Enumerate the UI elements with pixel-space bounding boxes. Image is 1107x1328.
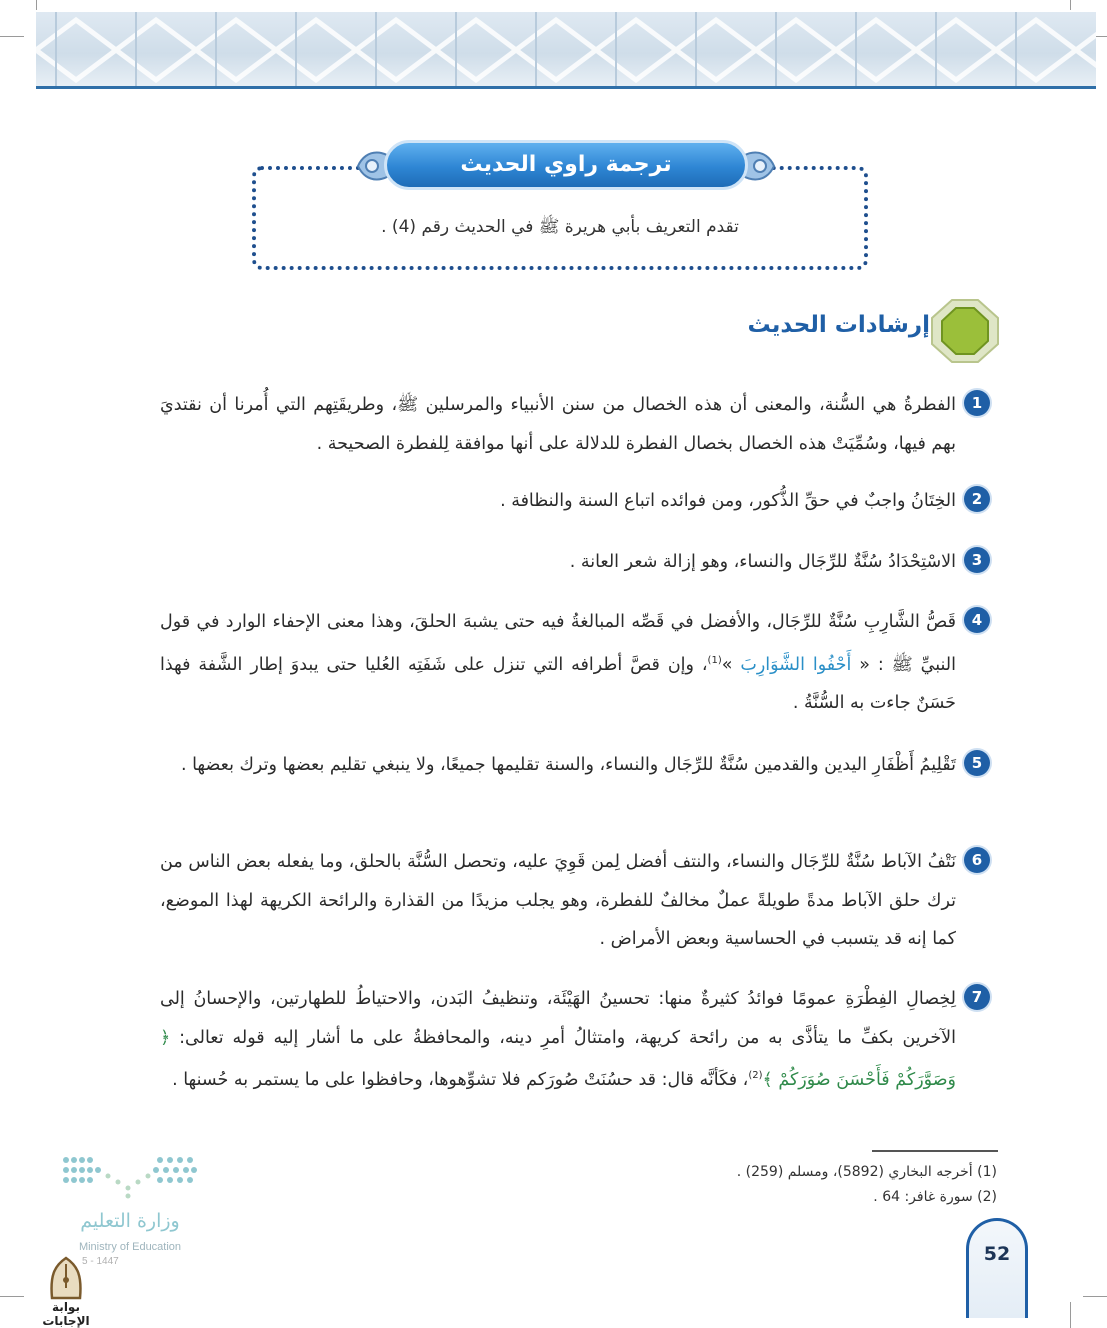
crop-mark xyxy=(1083,1296,1107,1297)
item-number-badge: 6 xyxy=(964,847,990,873)
item-text-part: ، وإن قصَّ أطرافه التي تنزل على شَفَتِه العُليا حتى يبدوَ إطار الشَّفة فهذا حَسَنٌ جاءت به السُّنَّةُ . xyxy=(160,654,956,713)
crop-mark xyxy=(1070,1302,1071,1328)
footnote: (2) سورة غافر: 64 . xyxy=(873,1189,997,1205)
green-octagon-icon xyxy=(930,298,1000,364)
item-text xyxy=(160,980,956,1099)
section-header xyxy=(740,298,1000,364)
ministry-dots-icon xyxy=(60,1154,200,1204)
header-banner xyxy=(36,12,1096,88)
ministry-name-ar: وزارة التعليم xyxy=(80,1210,180,1232)
list-item xyxy=(160,746,990,785)
item-text-part: قَصُّ الشَّارِبِ سُنَّةٌ للرِّجَال، والأفضل في قَصِّه المبالغةُ فيه حتى يشبهَ الحلقَ، وهذا معنى الإحفاء الوارد في قول النبيِّ ﷺ : « xyxy=(160,612,956,675)
item-text xyxy=(160,603,956,722)
footnote: (1) أخرجه البخاري (5892)، ومسلم (259) . xyxy=(736,1164,997,1180)
item-number-badge: 7 xyxy=(964,984,990,1010)
list-item xyxy=(160,980,990,1099)
hadith-quote: أَحْفُوا الشَّوَارِبَ xyxy=(740,654,852,675)
ministry-name-en: Ministry of Education xyxy=(78,1241,182,1253)
item-text-part: لِخِصالِ الفِطْرَةِ عمومًا فوائدُ كثيرةٌ منها: تحسينُ الهَيْئَة، وتنظيفُ البَدن، والاحتياطُ للطهارتين، والإحسانُ إلى الآخرين بكفِّ ما يتأذَّى به من رائحة كريهة، وامتثالُ أمرِ دينه، والمحافظةُ على ما أشار إليه قوله تعالى: xyxy=(160,989,956,1048)
item-text: تَقْلِيمُ أَظْفَارِ اليدين والقدمين سُنَّةٌ للرِّجَال والنساء، والسنة تقليمها جميعًا، ولا ينبغي تقليم بعضها وترك بعضها . xyxy=(180,755,956,775)
list-item xyxy=(160,482,990,521)
footnote-divider xyxy=(872,1150,998,1152)
item-text: الخِتَانُ واجبٌ في حقِّ الذُّكور، ومن فوائده اتباع السنة والنظافة . xyxy=(500,491,956,511)
crop-mark xyxy=(0,36,24,37)
arabesque-pattern-icon xyxy=(36,12,1096,88)
crop-mark xyxy=(36,0,37,10)
definition-title-banner xyxy=(356,136,776,196)
definition-text: تقدم التعريف بأبي هريرة ﷺ في الحديث رقم (4) . xyxy=(381,217,739,237)
pen-nib-icon xyxy=(46,1256,86,1300)
item-number-badge: 3 xyxy=(964,547,990,573)
item-number-badge: 1 xyxy=(964,390,990,416)
portal-logo xyxy=(28,1256,104,1328)
item-number-badge: 2 xyxy=(964,486,990,512)
item-number-badge: 5 xyxy=(964,750,990,776)
item-text-part: ، فكَأنَّه قال: قد حسُنَتْ صُورَكم فلا تشوِّهوها، وحافظوا على ما يستمر به حُسنها . xyxy=(172,1069,749,1090)
crop-mark xyxy=(0,1296,24,1297)
list-item xyxy=(160,386,990,463)
footnote-ref: (2) xyxy=(748,1070,763,1081)
list-item xyxy=(160,543,990,582)
crop-mark xyxy=(1070,0,1071,10)
header-divider xyxy=(36,86,1096,89)
definition-title: ترجمة راوي الحديث xyxy=(384,140,748,190)
item-text: نَتْفُ الآباط سُنَّةٌ للرِّجَال والنساء، والنتف أفضل لِمن قَوِيَ عليه، وتحصل السُّنَّة بالحلق، وما يفعله بعض الناس من ترك حلق الآباط مدةً طويلةً عملٌ مخالفٌ للفطرة، وهو يجلب مزيدًا من القذارة والرائحة الكريهة لهذا الموضع، كما إنه قد يتسبب في الحساسية وبعض الأمراض . xyxy=(160,852,956,949)
item-text: الاسْتِحْدَادُ سُنَّةٌ للرِّجَال والنساء، وهو إزالة شعر العانة . xyxy=(569,552,956,572)
section-title: إرشادات الحديث xyxy=(747,312,930,338)
item-number-badge: 4 xyxy=(964,607,990,633)
quran-verse: ﴿ وَصَوَّرَكُمْ فَأَحْسَنَ صُوَرَكُمْ ﴾ xyxy=(160,1027,956,1090)
page-number: 52 xyxy=(983,1243,1011,1265)
ministry-year: 5 - 1447 xyxy=(82,1256,119,1267)
portal-label: بوابة الإجابات xyxy=(42,1300,90,1328)
footnote-ref: (1) xyxy=(707,654,722,666)
item-text: الفطرةُ هي السُّنة، والمعنى أن هذه الخصال من سنن الأنبياء والمرسلين ﷺ، وطريقَتِهم التي أُمرنا أن نقتديَ بهم فيها، وسُمِّيَتْ هذه الخصال بخصال الفطرة للدلالة على أنها موافقة لِلفطرة الصحيحة . xyxy=(160,395,956,454)
list-item xyxy=(160,843,990,959)
item-text-part: » xyxy=(721,654,741,675)
page-number-tab xyxy=(966,1218,1028,1318)
list-item xyxy=(160,603,990,722)
